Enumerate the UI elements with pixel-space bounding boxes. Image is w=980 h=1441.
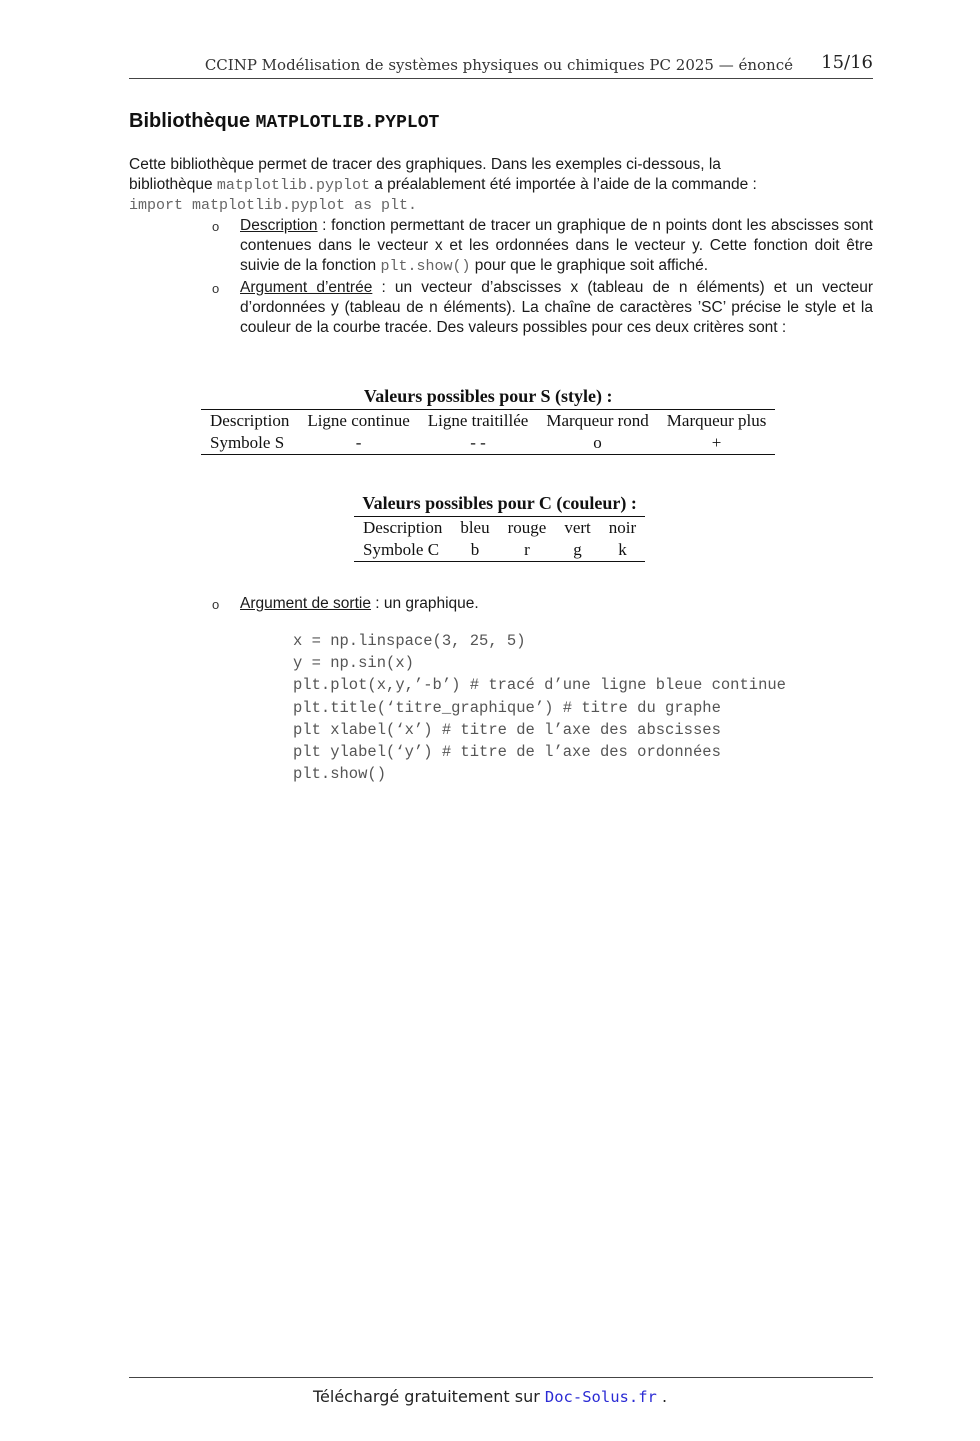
intro-paragraph — [129, 155, 879, 216]
bullet-marker-icon: o — [212, 219, 220, 234]
code-line: y = np.sin(x) — [293, 654, 414, 673]
bullet-text-argument-entree: : un vecteur d’abscisses x (tableau de n éléments) et un vecteur d’ordonnées y (tableau de n éléments). La chaîne de caractères ’SC’ précise le style et la couleur de la courbe tracée. Des valeurs possibles pour ces deux critères sont : — [240, 279, 873, 336]
bullet-marker-icon: o — [212, 281, 220, 296]
style-table-block — [201, 386, 775, 455]
code-example — [293, 630, 786, 785]
code-line: x = np.linspace(3, 25, 5) — [293, 632, 526, 650]
page-footer — [0, 1387, 980, 1406]
table-cell: Marqueur plus — [658, 410, 776, 433]
footer-text: Téléchargé gratuitement sur — [312, 1387, 545, 1406]
bullet-text-description-end: pour que le graphique soit affiché. — [470, 257, 709, 274]
table-cell: Description — [354, 517, 451, 540]
code-line: plt.plot(x,y,’-b’) # tracé d’une ligne bleue continue — [293, 676, 786, 695]
table-cell: o — [537, 432, 657, 455]
bullet-list-top — [210, 216, 873, 339]
bullet-text-argument-sortie: : un graphique. — [370, 595, 479, 612]
bullet-text-description: : fonction permettant de tracer un graphique de n points dont les abscisses sont contenues dans le vecteur x et les ordonnées dans le vecteur y. Cette fonction doit être suivie de la fonction — [240, 217, 873, 274]
table-cell: vert — [555, 517, 599, 540]
table-cell: noir — [600, 517, 645, 540]
section-title-library: MATPLOTLIB.PYPLOT — [255, 113, 440, 133]
color-table — [354, 516, 645, 562]
header-title: CCINP Modélisation de systèmes physiques ou chimiques PC 2025 — énoncé — [204, 56, 793, 74]
style-table — [201, 409, 775, 455]
footer-divider — [129, 1377, 873, 1378]
section-title — [129, 110, 439, 133]
bullet-term-description: Description — [240, 217, 318, 234]
intro-line-1: Cette bibliothèque permet de tracer des graphiques. Dans les exemples ci-dessous, la — [129, 156, 721, 173]
table-cell: b — [451, 539, 498, 562]
intro-line-2 — [129, 175, 879, 196]
page-number: 15/16 — [821, 52, 873, 73]
table-row — [201, 432, 775, 455]
color-table-caption: Valeurs possibles pour C (couleur) : — [362, 493, 637, 513]
table-cell: Symbole S — [201, 432, 298, 455]
table-cell: Symbole C — [354, 539, 451, 562]
footer-end: . — [656, 1387, 668, 1406]
table-cell: r — [499, 539, 556, 562]
color-table-block — [354, 493, 645, 562]
code-line: plt.show() — [293, 765, 387, 784]
table-cell: - — [298, 432, 418, 455]
table-cell: Marqueur rond — [537, 410, 657, 433]
code-line: plt xlabel(‘x’) # titre de l’axe des abscisses — [293, 720, 721, 739]
style-table-caption: Valeurs possibles pour S (style) : — [363, 386, 613, 406]
import-statement: import matplotlib.pyplot as plt. — [129, 197, 418, 214]
table-cell: rouge — [499, 517, 556, 540]
intro-library-code: matplotlib.pyplot — [216, 177, 370, 194]
bullet-description — [210, 216, 873, 277]
table-row — [354, 539, 645, 562]
table-cell: - - — [419, 432, 538, 455]
table-cell: g — [555, 539, 599, 562]
bullet-term-argument-entree: Argument d’entrée — [240, 279, 373, 296]
section-title-prefix: Bibliothèque — [129, 110, 256, 132]
intro-line-2-prefix: bibliothèque — [129, 176, 217, 193]
bullet-argument-entree — [210, 278, 873, 338]
intro-line-2-suffix: a préalablement été importée à l’aide de la commande : — [369, 176, 757, 193]
bullet-argument-sortie — [210, 594, 873, 614]
footer-link[interactable]: Doc-Solus.fr — [544, 1388, 657, 1406]
table-cell: bleu — [451, 517, 498, 540]
code-line: plt ylabel(‘y’) # titre de l’axe des ordonnées — [293, 743, 721, 762]
table-cell: Ligne continue — [298, 410, 418, 433]
table-cell: + — [658, 432, 776, 455]
code-line: plt.title(‘titre_graphique’) # titre du graphe — [293, 698, 721, 717]
bullet-marker-icon: o — [212, 597, 220, 612]
table-cell: k — [600, 539, 645, 562]
table-row — [354, 517, 645, 540]
table-row — [201, 410, 775, 433]
bullet-list-bottom — [210, 594, 873, 615]
bullet-code-show: plt.show() — [380, 258, 471, 275]
table-cell: Description — [201, 410, 298, 433]
bullet-term-argument-sortie: Argument de sortie — [240, 595, 371, 612]
table-cell: Ligne traitillée — [419, 410, 538, 433]
page-header — [129, 52, 873, 79]
